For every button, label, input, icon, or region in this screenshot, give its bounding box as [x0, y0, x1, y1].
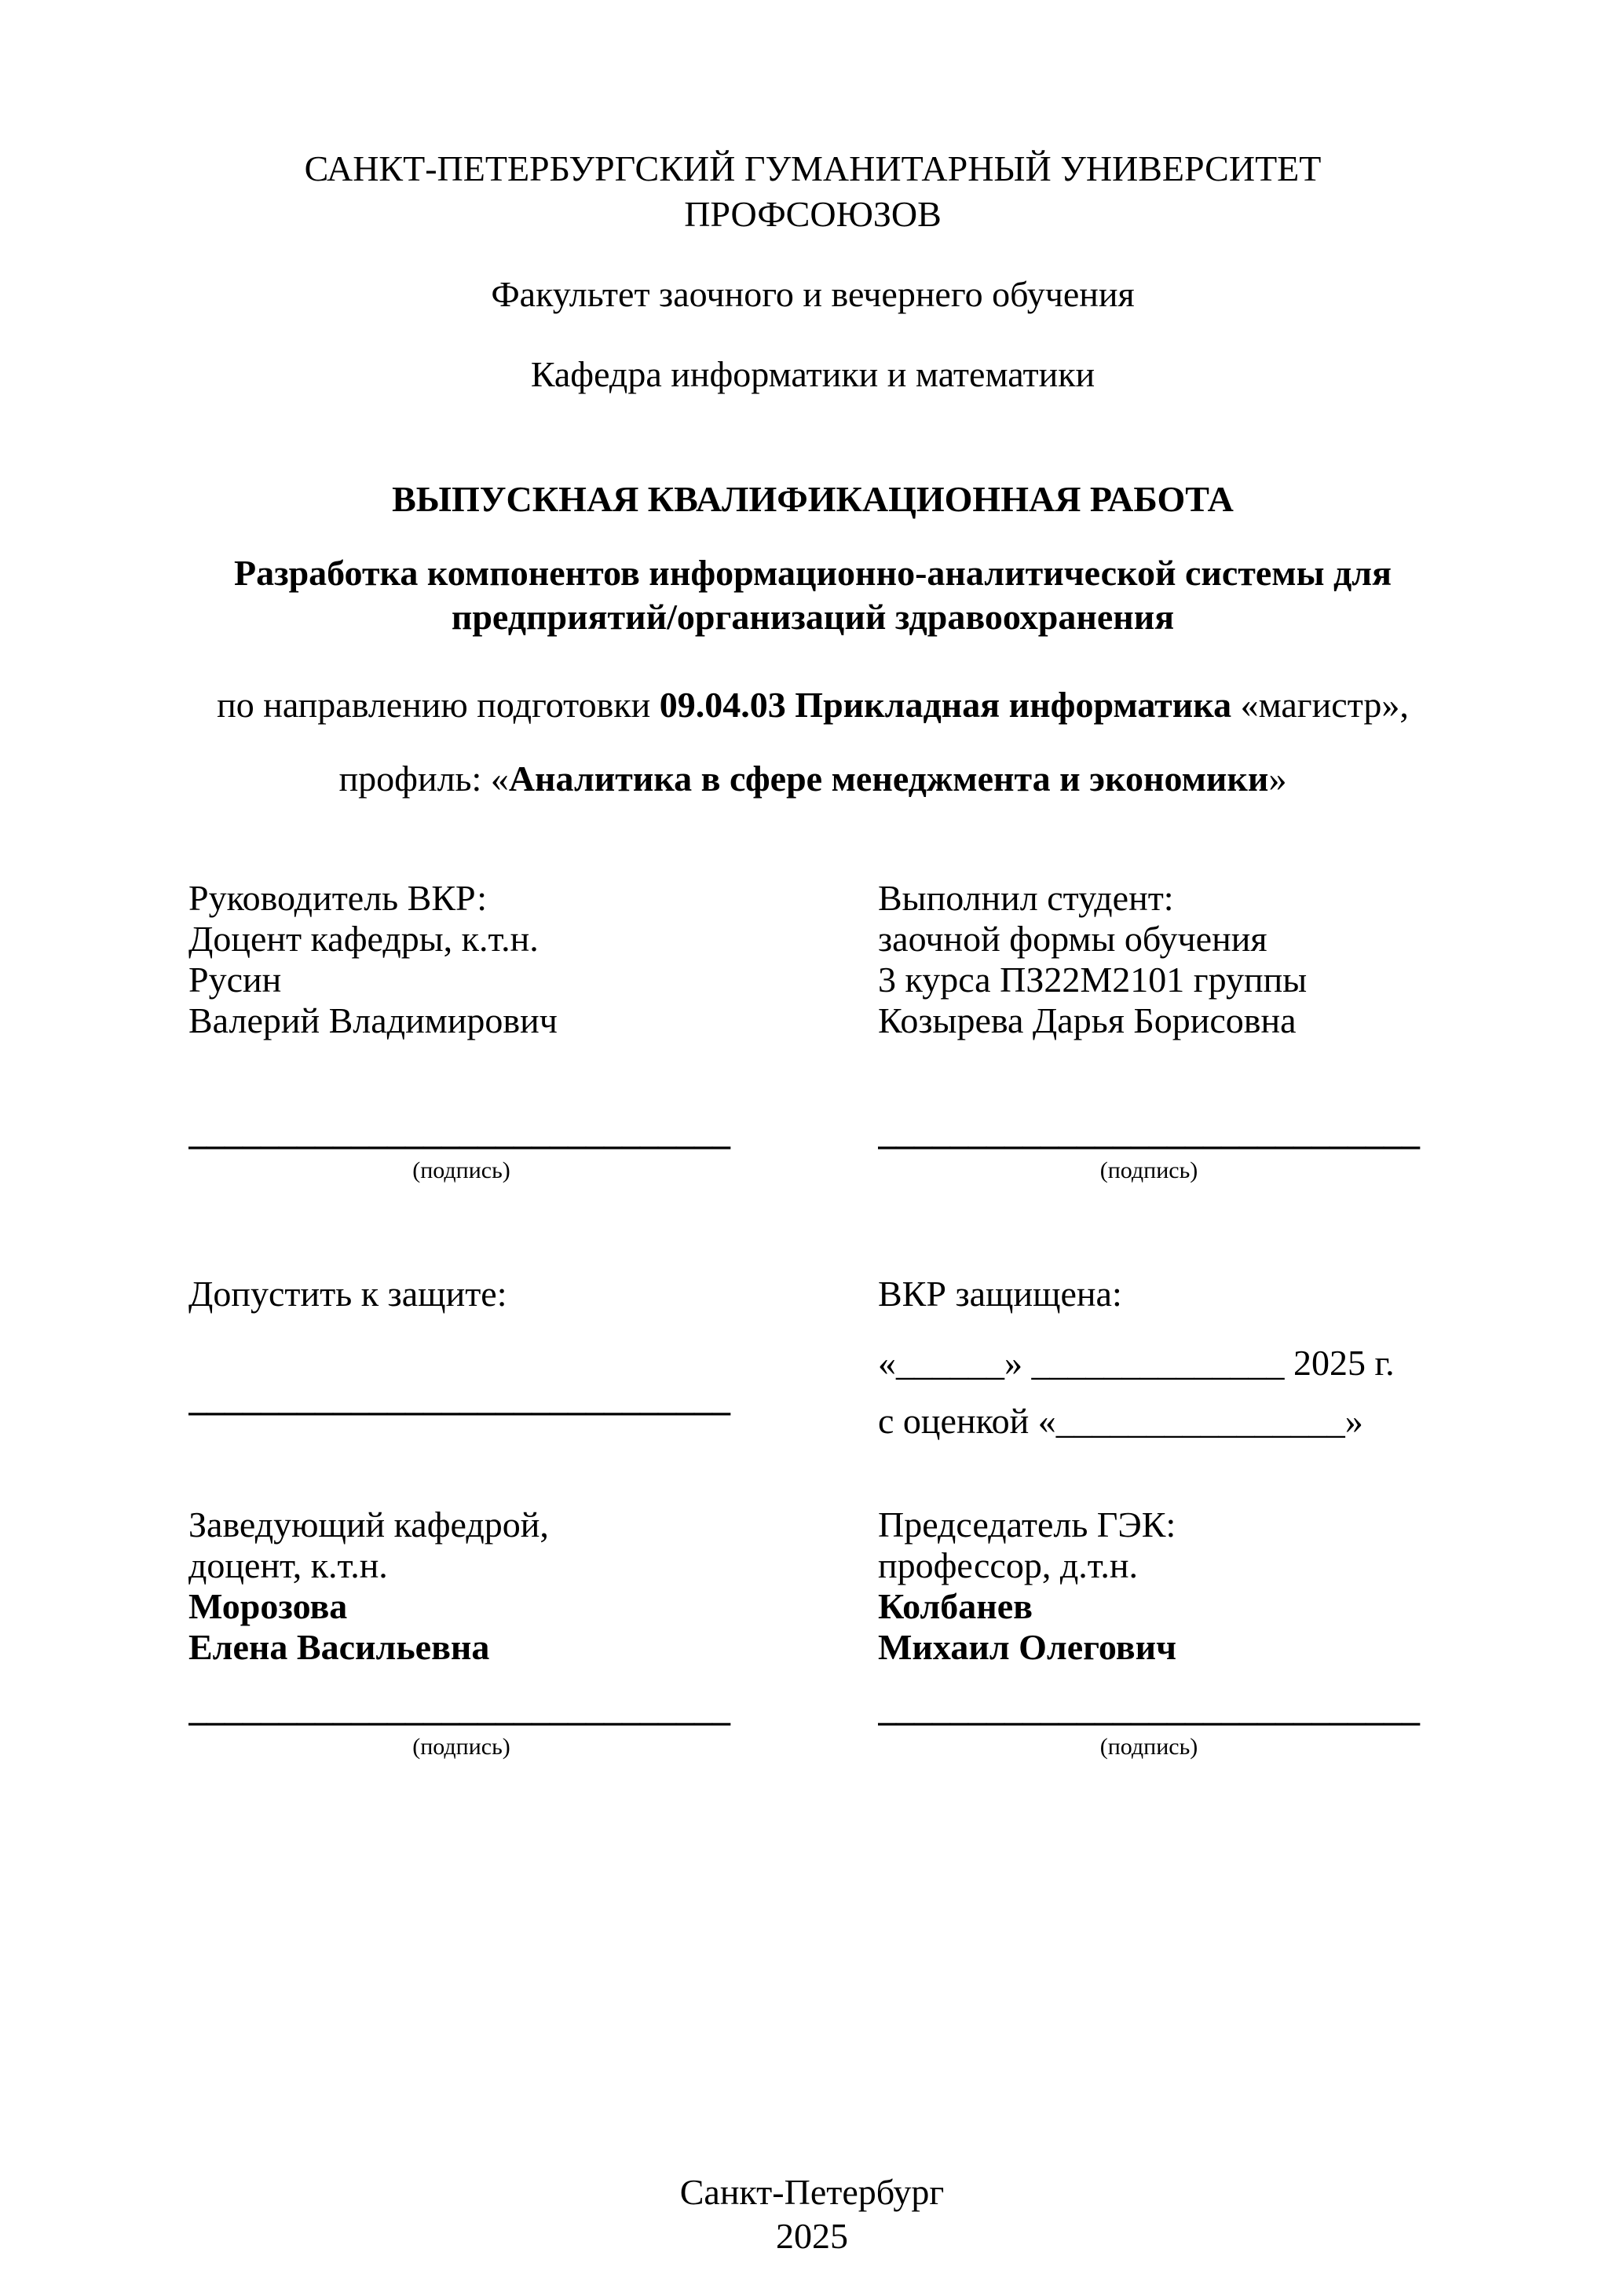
head-title-line2: доцент, к.т.н.: [188, 1545, 388, 1585]
defense-block: [878, 1274, 1437, 1442]
supervisor-surname: Русин: [188, 960, 282, 1000]
defense-grade-line: с оценкой «________________»: [878, 1401, 1363, 1441]
faculty-name: Факультет заочного и вечернего обучения: [491, 274, 1135, 314]
head-signature-area: [188, 1688, 734, 1762]
direction-line: [188, 685, 1437, 726]
direction-code-and-name: 09.04.03 Прикладная информатика: [659, 685, 1232, 725]
student-group: 3 курса ПЗ22М2101 группы: [878, 960, 1308, 1000]
head-surname: Морозова: [188, 1586, 348, 1626]
title-block: [188, 479, 1437, 799]
thesis-title: [188, 551, 1437, 639]
direction-suffix: «магистр»,: [1231, 685, 1409, 725]
head-of-department-block: [188, 1504, 734, 1762]
student-signature-area: [878, 1112, 1437, 1186]
supervisor-block: [188, 878, 734, 1186]
profile-name: Аналитика в сфере менеджмента и экономики: [508, 759, 1269, 799]
supervisor-name: Валерий Владимирович: [188, 1000, 558, 1040]
admission-label: Допустить к защите:: [188, 1274, 507, 1314]
head-title-line1: Заведующий кафедрой,: [188, 1504, 549, 1545]
supervisor-student-section: [188, 878, 1437, 1186]
head-signature-line: ______________________________: [188, 1688, 730, 1728]
chairman-title-line2: профессор, д.т.н.: [878, 1545, 1138, 1585]
student-name: Козырева Дарья Борисовна: [878, 1000, 1297, 1040]
chairman-surname: Колбанев: [878, 1586, 1033, 1626]
supervisor-position: Доцент кафедры, к.т.н.: [188, 919, 539, 959]
footer-city: Санкт-Петербург: [679, 2172, 945, 2212]
direction-prefix: по направлению подготовки: [217, 685, 660, 725]
student-study-form: заочной формы обучения: [878, 919, 1267, 959]
chairman-signature-area: [878, 1688, 1437, 1762]
chairman-signature-caption: (подпись): [1099, 1734, 1198, 1760]
chairman-signature-line: ______________________________: [878, 1688, 1420, 1728]
student-block: [878, 878, 1437, 1186]
profile-suffix: »: [1268, 759, 1287, 799]
document-header: [188, 146, 1437, 397]
department-name: Кафедра информатики и математики: [530, 354, 1095, 394]
chairman-title-line1: Председатель ГЭК:: [878, 1504, 1176, 1545]
supervisor-signature-caption: (подпись): [412, 1157, 510, 1183]
head-name: Елена Васильевна: [188, 1627, 490, 1667]
profile-line: [188, 759, 1437, 799]
supervisor-signature-line: ______________________________: [188, 1112, 730, 1152]
thesis-title-line2: предприятий/организаций здравоохранения: [451, 597, 1175, 637]
admission-defense-section: [188, 1274, 1437, 1442]
supervisor-label: Руководитель ВКР:: [188, 878, 488, 918]
student-signature-line: ______________________________: [878, 1112, 1420, 1152]
defense-date-line: «______» ______________ 2025 г.: [878, 1343, 1395, 1383]
student-label: Выполнил студент:: [878, 878, 1174, 918]
gek-chairman-block: [878, 1504, 1437, 1762]
footer-year: 2025: [776, 2216, 848, 2256]
profile-prefix: профиль: «: [338, 759, 509, 799]
admission-signature-line: ______________________________: [188, 1378, 730, 1418]
supervisor-signature-area: [188, 1112, 734, 1186]
admission-block: [188, 1274, 734, 1442]
document-footer: [0, 2170, 1624, 2258]
officials-section: [188, 1504, 1437, 1762]
student-signature-caption: (подпись): [1099, 1157, 1198, 1183]
thesis-title-line1: Разработка компонентов информационно-аналитической системы для: [233, 553, 1392, 593]
defense-label: ВКР защищена:: [878, 1274, 1122, 1314]
chairman-name: Михаил Олегович: [878, 1627, 1177, 1667]
university-name: САНКТ-ПЕТЕРБУРГСКИЙ ГУМАНИТАРНЫЙ УНИВЕРСИТЕТ ПРОФСОЮЗОВ: [304, 148, 1322, 234]
document-type-title: ВЫПУСКНАЯ КВАЛИФИКАЦИОННАЯ РАБОТА: [392, 479, 1234, 519]
head-signature-caption: (подпись): [412, 1734, 510, 1760]
